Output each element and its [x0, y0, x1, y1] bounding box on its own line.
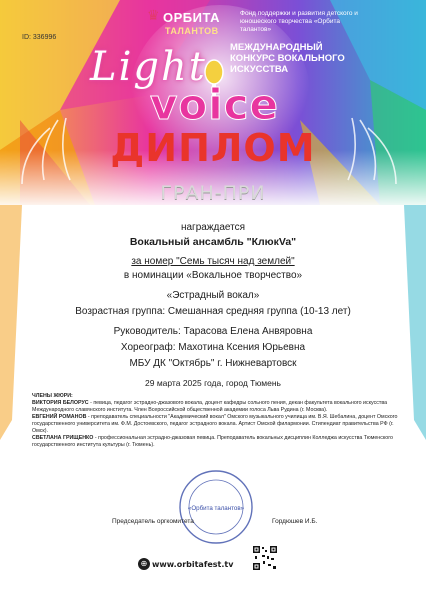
leader: Руководитель: Тарасова Елена Анвяровна — [113, 326, 313, 337]
crown-icon: ♛ — [147, 8, 160, 24]
chair-label: Председатель оргкомитета — [112, 518, 194, 525]
brand-voice: voice — [150, 80, 280, 129]
awarded-label: награждается — [180, 222, 246, 233]
organization-stamp — [177, 468, 255, 546]
ensemble-name: Вокальный ансамбль "КлюкVa" — [129, 236, 297, 248]
date-place: 29 марта 2025 года, город Тюмень — [145, 378, 281, 388]
logo-name: ОРБИТА — [163, 10, 220, 25]
age-group: Возрастная группа: Смешанная средняя группа (10-13 лет) — [75, 306, 351, 317]
orbita-logo — [147, 8, 237, 42]
website-link[interactable]: www.orbitafest.tv — [152, 560, 234, 569]
stamp-text: «Орбита талантов» — [187, 505, 245, 512]
globe-icon: ⊕ — [138, 558, 150, 570]
jury-block — [32, 393, 402, 449]
performance-title: за номер "Семь тысяч над землей" — [131, 256, 295, 267]
organization: МБУ ДК "Октябрь" г. Нижневартовск — [129, 358, 297, 369]
jury-member: ВИКТОРИЯ БЕЛОРУС - певица, педагог эстрадно-джазового вокала, доцент кафедры сольного пения, декан факультета вокального искусства Международного славянского института. Член Всероссийской общественной академии голоса Льва Рудина (г. Москва). — [32, 400, 388, 413]
jury-member: ЕВГЕНИЙ РОМАНОВ - преподаватель специальности "Академический вокал" Омского музыкального училища им. В.Я. Шебалина, доцент Омского государственного университета им. Ф.М. Достоевского, педагог эстрадного вокала. Артист Омской филармонии. Стипендиат правительства РФ (г. Омск). — [32, 414, 398, 434]
chair-name: Гордюшев И.Б. — [272, 518, 318, 525]
diploma-title: ДИПЛОМ — [110, 126, 316, 170]
nomination: в номинации «Вокальное творчество» — [123, 270, 303, 281]
qr-code-icon — [252, 545, 278, 571]
style: «Эстрадный вокал» — [166, 290, 260, 301]
choreographer: Хореограф: Махотина Ксения Юрьевна — [120, 342, 306, 353]
contest-title: МЕЖДУНАРОДНЫЙ КОНКУРС ВОКАЛЬНОГО ИСКУССТВА — [230, 42, 345, 75]
award-title: ГРАН-ПРИ — [160, 182, 266, 204]
fund-text: Фонд поддержки и развития детского и юношеского творчества «Орбита талантов» — [240, 10, 358, 33]
brand-light: Light — [90, 44, 207, 90]
jury-heading: ЧЛЕНЫ ЖЮРИ: — [32, 393, 73, 399]
document-id: ID: 336996 — [22, 34, 57, 41]
jury-member: СВЕТЛАНА ГРИЩЕНКО - профессиональная эстрадно-джазовая певица. Преподаватель вокальных дисциплин Колледжа искусства Тюменского государственного института культуры (г. Тюмень). — [32, 435, 393, 448]
logo-sub: ТАЛАНТОВ — [165, 26, 219, 36]
